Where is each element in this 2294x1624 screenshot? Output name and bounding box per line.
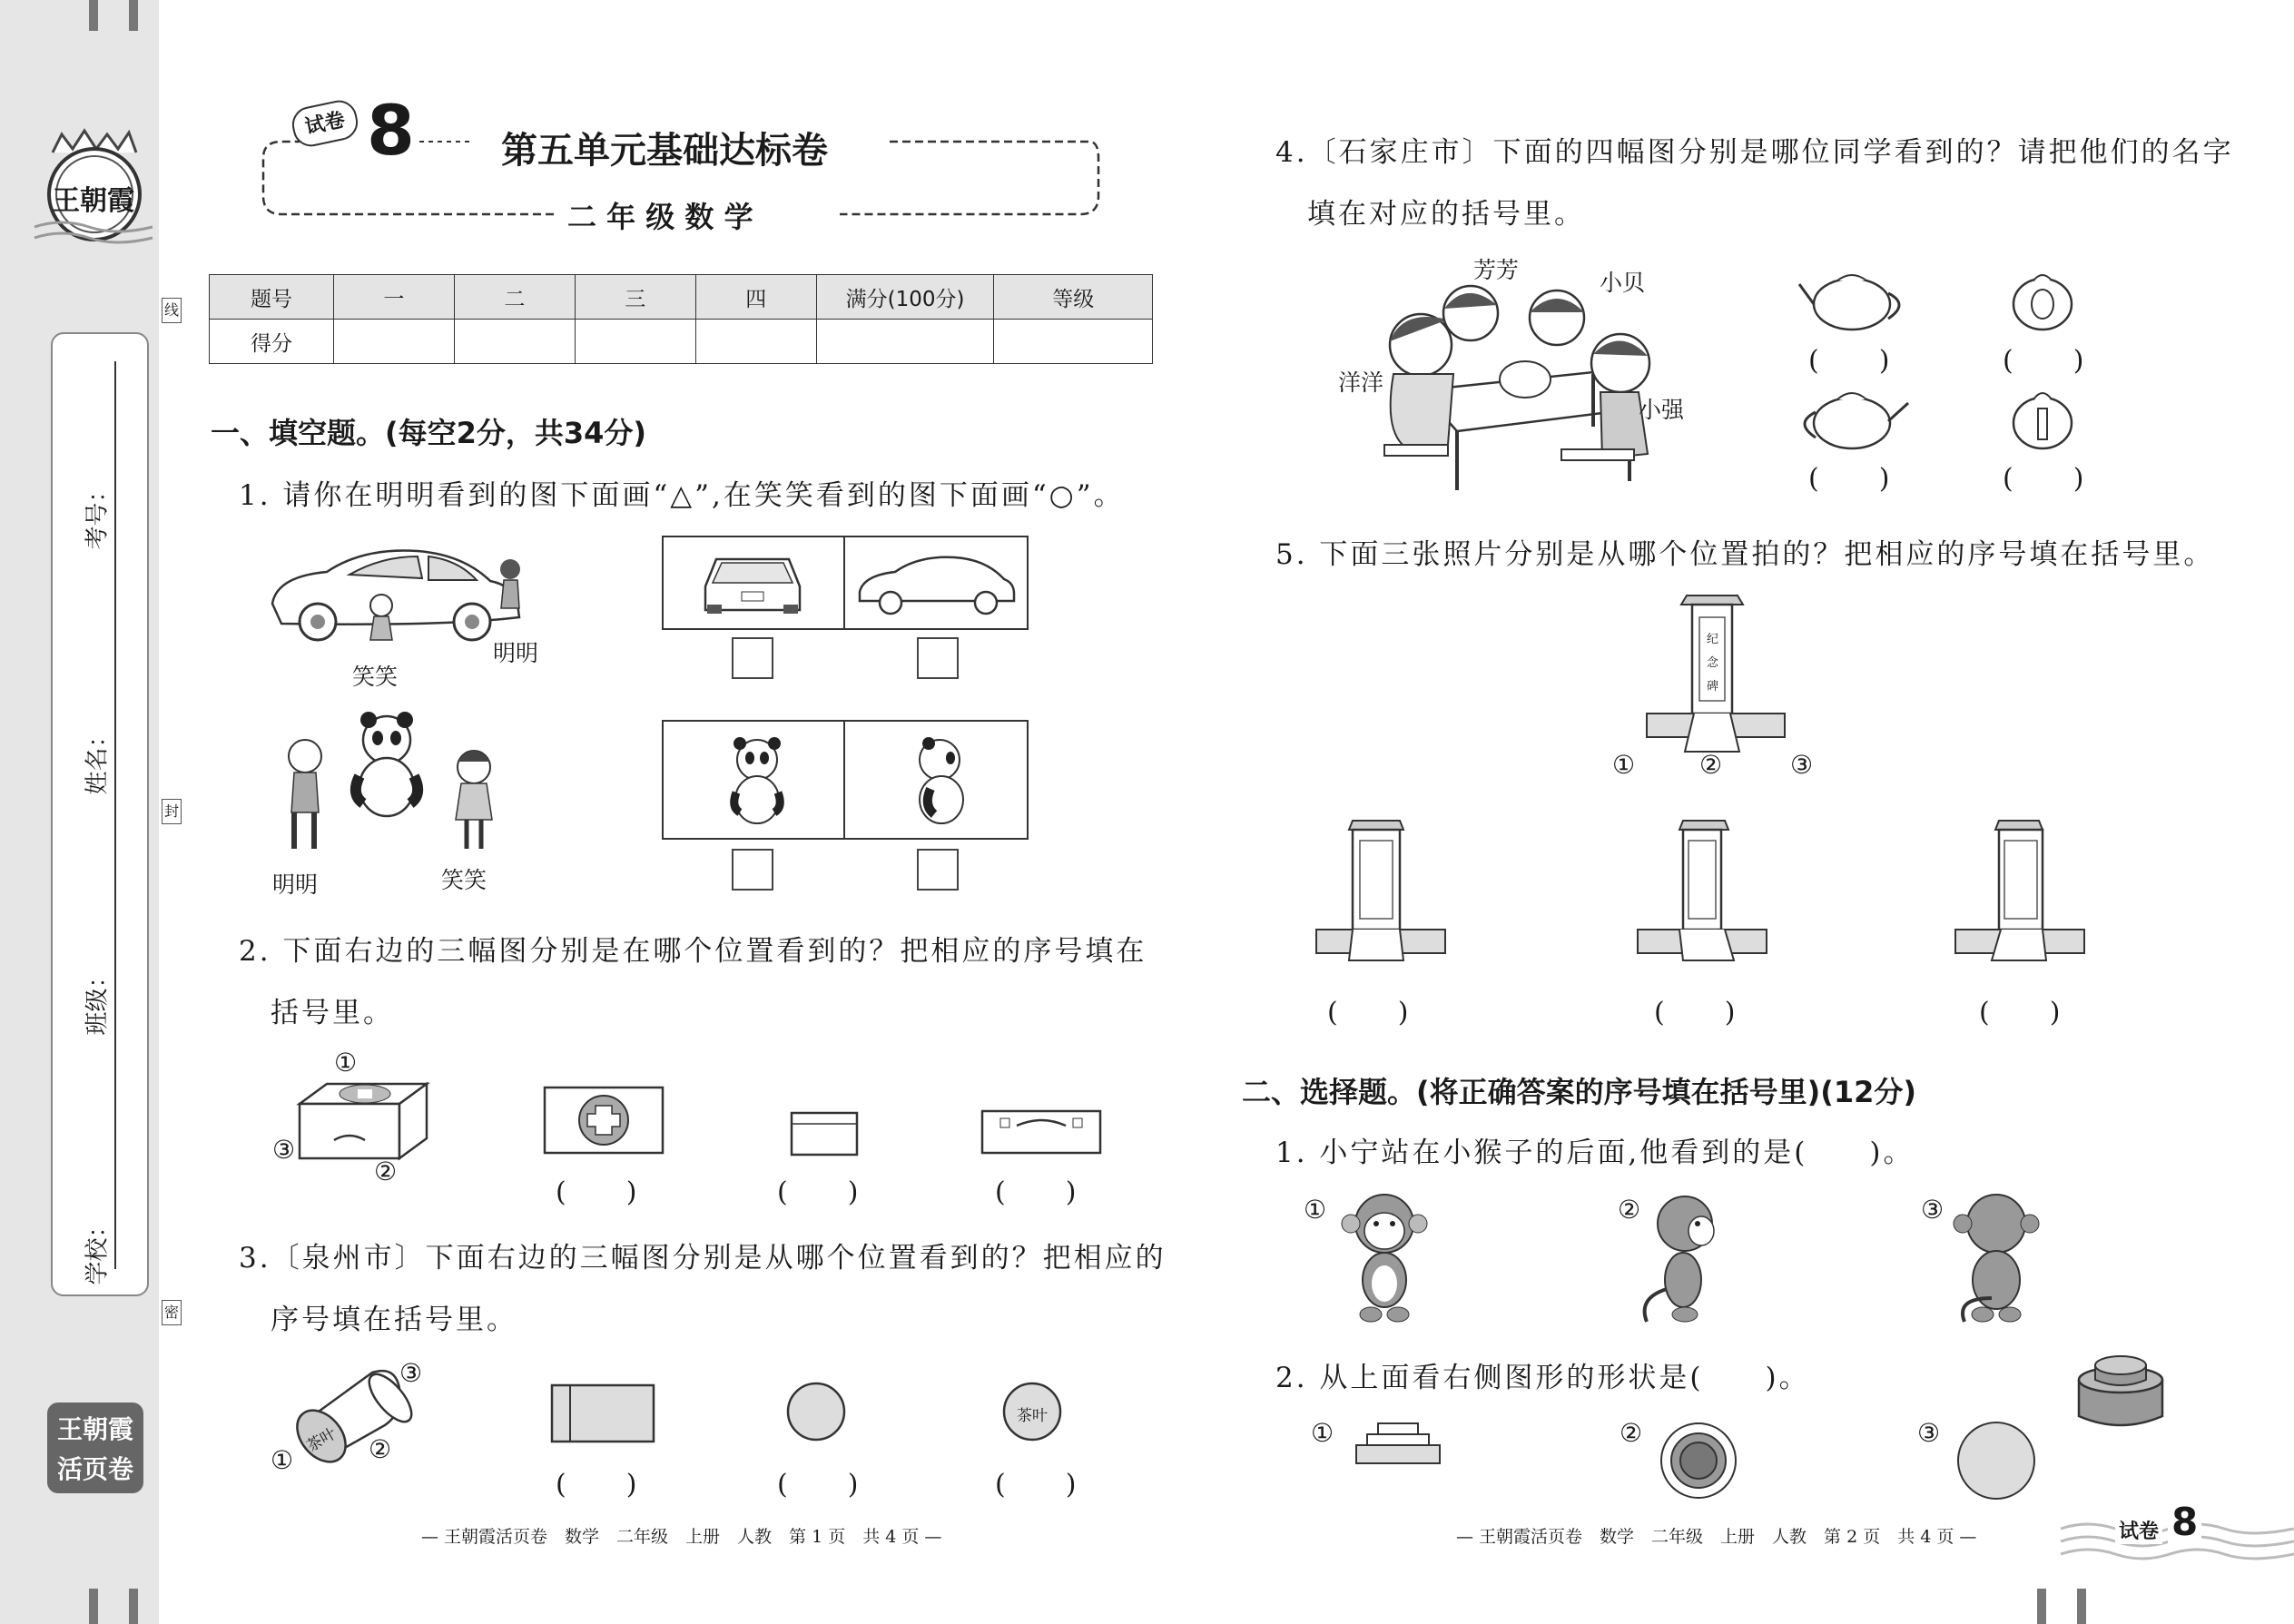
kit-side-view-image — [790, 1111, 859, 1158]
score-input-cell[interactable] — [695, 320, 816, 364]
teapot-front-view-1 — [2008, 268, 2077, 331]
score-header-cell: 题号 — [210, 275, 334, 320]
q3-marker-2: ② — [369, 1434, 392, 1464]
car-side-view-image — [854, 552, 1018, 615]
paper-tag-badge: 试卷 — [289, 97, 361, 150]
page-mark — [2037, 1589, 2046, 1624]
section1-title: 一、填空题。(每空2分，共34分) — [211, 416, 647, 450]
score-row-label: 得分 — [210, 320, 334, 364]
score-header-cell: 满分(100分) — [816, 275, 994, 320]
monkey-side-image — [1634, 1189, 1725, 1325]
kit-front-view-image — [980, 1106, 1102, 1158]
exam-number-label: 考号： — [84, 478, 112, 550]
car-rear-view-image — [698, 550, 807, 617]
q2-answer-2[interactable]: ( ) — [777, 1176, 861, 1208]
shape-option-single-circle — [1955, 1420, 2037, 1501]
score-header-cell: 一 — [333, 275, 454, 320]
score-input-cell[interactable] — [575, 320, 695, 364]
class-label: 班级： — [84, 964, 112, 1036]
score-input-cell[interactable] — [454, 320, 575, 364]
q5-answer-1[interactable]: ( ) — [1327, 997, 1411, 1029]
binding-mark-secret: 密 — [162, 1300, 182, 1325]
q2-marker-1: ① — [334, 1048, 358, 1078]
score-header-cell: 四 — [695, 275, 816, 320]
can-front-label: 茶叶 — [1017, 1407, 1048, 1425]
q1-text: 1. 请你在明明看到的图下面画“△”,在笑笑看到的图下面画“○”。 — [239, 479, 1125, 512]
score-input-cell[interactable] — [994, 320, 1153, 364]
monkey-front-image — [1334, 1189, 1434, 1325]
car-boy-label: 明明 — [493, 640, 539, 666]
score-header-cell: 二 — [454, 275, 575, 320]
monument-photo-2 — [1634, 817, 1770, 962]
teapot-side-view-1 — [1797, 268, 1910, 331]
car-girl-label: 笑笑 — [352, 664, 399, 690]
paper-subtitle: 二 年 级 数 学 — [567, 200, 753, 234]
q2-text-line2: 括号里。 — [271, 997, 394, 1029]
q2-text-line1: 2. 下面右边的三幅图分别是在哪个位置看到的？把相应的序号填在 — [239, 935, 1147, 968]
score-header-cell: 等级 — [994, 275, 1153, 320]
q3-answer-2[interactable]: ( ) — [777, 1469, 861, 1501]
shape-choice-marker-2: ② — [1620, 1418, 1643, 1448]
can-top-view-image — [786, 1382, 846, 1442]
name-xiaoqiang: 小强 — [1639, 397, 1685, 423]
q4-text-line1: 4.〔石家庄市〕下面的四幅图分别是哪位同学看到的？请把他们的名字 — [1275, 136, 2234, 169]
q4-answer-4[interactable]: ( ) — [2003, 463, 2086, 495]
monkey-choice-marker-2: ② — [1618, 1195, 1641, 1225]
panda-front-view-image — [725, 736, 789, 827]
stacked-cylinders-image — [2075, 1343, 2166, 1434]
page-mark — [2077, 1589, 2086, 1624]
monkey-back-image — [1946, 1189, 2046, 1325]
answer-box-car-side[interactable] — [917, 637, 959, 679]
q5-text: 5. 下面三张照片分别是从哪个位置拍的？把相应的序号填在括号里。 — [1275, 538, 2215, 571]
monument-inscription: 纪念碑 — [1707, 633, 1719, 694]
name-label: 姓名： — [84, 723, 112, 795]
shape-option-stacked-rects — [1353, 1420, 1443, 1467]
q3-text-line1: 3.〔泉州市〕下面右边的三幅图分别是从哪个位置看到的？把相应的 — [239, 1242, 1167, 1275]
q5-marker-2: ② — [1699, 750, 1723, 780]
student-info-panel — [51, 332, 149, 1296]
q3-text-line2: 序号填在括号里。 — [271, 1304, 517, 1336]
s2-q2-text: 2. 从上面看右侧图形的形状是( )。 — [1275, 1362, 1810, 1394]
brand-badge-bottom: 王朝霞 活页卷 — [47, 1403, 143, 1493]
answer-box-panda-side[interactable] — [917, 849, 959, 891]
q2-answer-3[interactable]: ( ) — [995, 1176, 1078, 1208]
teapot-side-view-2 — [1797, 385, 1910, 450]
q5-marker-3: ③ — [1790, 750, 1814, 780]
corner-paper-number: 8 — [2168, 1500, 2201, 1544]
can-side-view-image — [550, 1383, 655, 1443]
shape-choice-marker-3: ③ — [1917, 1418, 1941, 1448]
children-table-scene — [1366, 272, 1666, 499]
q5-answer-3[interactable]: ( ) — [1979, 997, 2063, 1029]
answer-box-panda-front[interactable] — [732, 849, 773, 891]
q5-marker-1: ① — [1612, 750, 1636, 780]
q2-answer-1[interactable]: ( ) — [556, 1176, 639, 1208]
brand-logo-text: 王朝霞 — [53, 185, 134, 217]
binding-mark-line: 线 — [162, 298, 182, 323]
score-input-cell[interactable] — [333, 320, 454, 364]
monkey-choice-marker-3: ③ — [1921, 1195, 1944, 1225]
kit-top-view-image — [543, 1086, 665, 1156]
q4-text-line2: 填在对应的括号里。 — [1307, 198, 1585, 231]
score-table — [209, 274, 1153, 364]
spine — [0, 0, 179, 1624]
name-fangfang: 芳芳 — [1473, 257, 1520, 283]
q4-answer-3[interactable]: ( ) — [1808, 463, 1892, 495]
q2-marker-3: ③ — [272, 1135, 296, 1165]
paper-title: 第五单元基础达标卷 — [501, 130, 828, 172]
q3-answer-3[interactable]: ( ) — [995, 1469, 1078, 1501]
panda-girl-label: 笑笑 — [441, 867, 487, 893]
first-aid-kit-illustration — [290, 1077, 436, 1164]
name-xiaobei: 小贝 — [1600, 270, 1646, 296]
q3-answer-1[interactable]: ( ) — [556, 1469, 639, 1501]
panda-side-view-image — [911, 736, 974, 827]
q4-answer-1[interactable]: ( ) — [1808, 345, 1892, 377]
school-label: 学校： — [84, 1214, 112, 1285]
q3-marker-3: ③ — [399, 1358, 423, 1388]
score-header-cell: 三 — [575, 275, 695, 320]
monument-photo-3 — [1952, 817, 2088, 962]
tea-can-label: 茶叶 — [303, 1424, 340, 1456]
shape-choice-marker-1: ① — [1311, 1418, 1334, 1448]
name-yangyang: 洋洋 — [1338, 369, 1384, 396]
q2-marker-2: ② — [374, 1156, 398, 1186]
panda-boy-label: 明明 — [272, 871, 319, 898]
q3-marker-1: ① — [271, 1445, 294, 1475]
panda-scene-illustration — [269, 713, 523, 867]
paper-number: 8 — [367, 90, 415, 171]
monkey-choice-marker-1: ① — [1304, 1195, 1327, 1225]
q4-answer-2[interactable]: ( ) — [2003, 345, 2086, 377]
corner-paper-tag: 试卷 — [2115, 1516, 2162, 1544]
monument-photo-1 — [1313, 817, 1449, 962]
binding-mark-seal: 封 — [162, 799, 182, 824]
answer-box-car-rear[interactable] — [732, 637, 773, 679]
section2-title: 二、选择题。(将正确答案的序号填在括号里)(12分) — [1242, 1075, 1917, 1109]
car-scene-illustration — [263, 540, 536, 649]
s2-q1-text: 1. 小宁站在小猴子的后面,他看到的是( )。 — [1275, 1137, 1915, 1169]
teapot-back-view-2 — [2008, 385, 2077, 450]
shape-option-concentric-circles — [1659, 1422, 1738, 1500]
panda-views-panel — [662, 720, 1029, 840]
left-footer: — 王朝霞活页卷 数学 二年级 上册 人教 第 1 页 共 4 页 — — [421, 1527, 942, 1547]
q5-answer-2[interactable]: ( ) — [1654, 997, 1738, 1029]
car-views-panel — [662, 536, 1029, 630]
score-input-cell[interactable] — [816, 320, 994, 364]
right-footer: — 王朝霞活页卷 数学 二年级 上册 人教 第 2 页 共 4 页 — — [1456, 1527, 1977, 1547]
